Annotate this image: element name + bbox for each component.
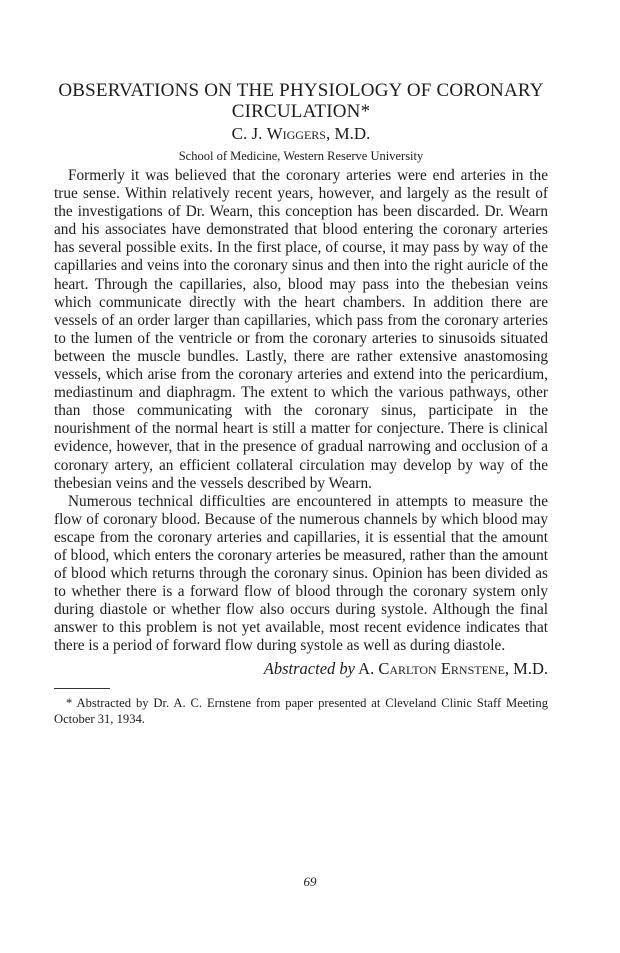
abstractor-signature — [54, 659, 548, 679]
page-number: 69 — [303, 874, 317, 889]
author-initials: C. J. — [231, 124, 267, 143]
signature-name: A. Carlton Ernstene — [354, 658, 505, 678]
article-body — [54, 167, 548, 656]
footnote: * Abstracted by Dr. A. C. Ernstene from paper presented at Cleveland Clinic Staff Meeting October 31, 1934. — [54, 695, 548, 727]
author-affiliation: School of Medicine, Western Reserve University — [178, 149, 424, 163]
article-title: OBSERVATIONS ON THE PHYSIOLOGY OF CORONARY CIRCULATION* — [58, 80, 544, 122]
body-paragraph-1: Formerly it was believed that the coronary arteries were end arteries in the true sense. Within relatively recent years, however, and largely as the result of the investigations of Dr. Wearn, this conception has been discarded. Dr. Wearn and his associates have demonstrated that blood entering the coronary arteries has several possible exits. In the first place, of course, it may pass by way of the capillaries and veins into the coronary sinus and then into the right auricle of the heart. Through the capillaries, also, blood may pass into the thebesian veins which communicate directly with the heart chambers. In addition there are vessels of an order larger than capillaries, which pass from the coronary arteries to the lumen of the ventricle or from the coronary arteries to sinusoids situated between the muscle bundles. Lastly, there are rather extensive anastomosing vessels, which arise from the coronary arteries and extend into the pericardium, mediastinum and diaphragm. The extent to which the various pathways, other than those communicating with the coronary sinus, participate in the nourishment of the normal heart is still a matter for conjecture. There is clinical evidence, however, that in the presence of gradual narrowing and occlusion of a coronary artery, an efficient collateral circulation may develop by way of the thebesian veins and the vessels described by Wearn. — [54, 167, 548, 492]
author-line — [54, 124, 548, 144]
article-page — [54, 80, 548, 728]
signature-prefix: Abstracted by — [263, 658, 355, 678]
footnote-divider — [54, 688, 110, 689]
author-surname: Wiggers — [266, 124, 326, 143]
signature-degree: , M.D. — [504, 658, 548, 678]
author-degree: , M.D. — [325, 124, 371, 143]
body-paragraph-2: Numerous technical difficulties are encountered in attempts to measure the flow of coronary blood. Because of the numerous channels by which blood may escape from the coronary arteries and capillaries, it is essential that the amount of blood, which enters the coronary arteries be measured, rather than the amount of blood which returns through the coronary sinus. Opinion has been divided as to whether there is a forward flow of blood through the coronary system only during diastole or whether flow also occurs during systole. Although the final answer to this problem is not yet available, most recent evidence indicates that there is a period of forward flow during systole as well as during diastole. — [54, 492, 548, 655]
